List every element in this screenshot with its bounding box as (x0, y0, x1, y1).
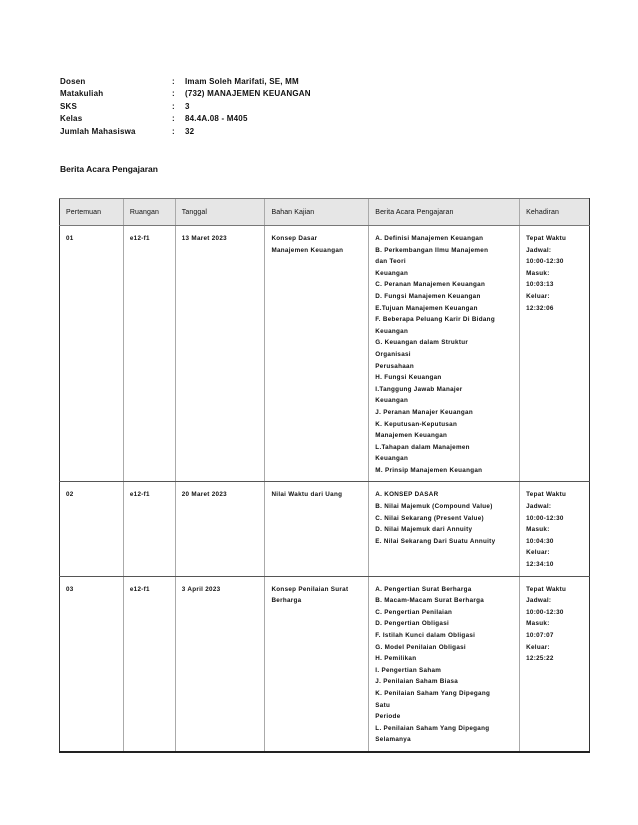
kehadiran-line: Tepat Waktu (526, 235, 567, 242)
kehadiran-line: Tepat Waktu (526, 491, 567, 499)
berita-acara-table (59, 198, 590, 753)
cell-tanggal (175, 482, 265, 576)
bahan-kajian-line: Berharga (271, 597, 302, 605)
ruangan-value: e12-f1 (129, 235, 150, 242)
berita-acara-line: K. Penilaian Saham Yang Dipegang (375, 689, 491, 697)
info-row-jumlah-mahasiswa (60, 125, 311, 138)
kehadiran-line: Jadwal: (526, 597, 552, 605)
pertemuan-value: 01 (66, 235, 74, 242)
berita-acara-line: D. Fungsi Manajemen Keuangan (375, 292, 481, 300)
table-row (60, 482, 590, 576)
cell-ruangan (123, 576, 175, 752)
berita-acara-line: Manajemen Keuangan (375, 432, 448, 440)
pertemuan-value: 02 (66, 491, 74, 499)
kehadiran-line: 10:04:30 (526, 537, 554, 545)
cell-tanggal (175, 226, 265, 482)
berita-acara-line: Keuangan (375, 397, 409, 405)
kehadiran-line: Masuk: (526, 269, 550, 277)
berita-acara-line: H. Fungsi Keuangan (375, 374, 442, 382)
info-value: 32 (185, 126, 195, 136)
berita-acara-line: C. Nilai Sekarang (Present Value) (375, 514, 484, 522)
berita-acara-line: B. Macam-Macam Surat Berharga (375, 597, 485, 605)
berita-acara-line: Periode (375, 713, 401, 721)
info-colon: : (172, 76, 175, 86)
kehadiran-line: Masuk: (526, 526, 550, 534)
info-value: 84.4A.08 - M405 (185, 114, 248, 124)
berita-acara-line: A. Pengertian Surat Berharga (375, 585, 472, 593)
berita-acara-line: A. Definisi Manajemen Keuangan (375, 235, 484, 242)
bahan-kajian-line: Konsep Penilaian Surat (271, 585, 349, 593)
cell-berita-acara (369, 576, 520, 752)
berita-acara-line: D. Nilai Majemuk dari Annuity (375, 526, 473, 534)
header-tanggal: Tanggal (175, 199, 265, 226)
info-row-kelas (60, 113, 311, 126)
berita-acara-line: C. Pengertian Penilaian (375, 608, 453, 616)
info-row-dosen (60, 75, 311, 88)
berita-acara-line: L. Penilaian Saham Yang Dipegang (375, 724, 490, 732)
info-label: Kelas (60, 114, 83, 124)
header-pertemuan: Pertemuan (60, 199, 124, 226)
berita-acara-line: J. Penilaian Saham Biasa (375, 678, 459, 686)
info-label: SKS (60, 101, 78, 111)
berita-acara-line: M. Prinsip Manajemen Keuangan (375, 466, 483, 474)
info-colon: : (172, 101, 175, 111)
berita-acara-line: A. KONSEP DASAR (375, 491, 439, 499)
cell-kehadiran (520, 482, 590, 576)
table-header-row (60, 199, 590, 226)
berita-acara-line: L.Tahapan dalam Manajemen (375, 443, 470, 451)
berita-acara-line: Keuangan (375, 327, 409, 335)
berita-acara-line: I.Tanggung Jawab Manajer (375, 385, 463, 393)
berita-acara-line: E.Tujuan Manajemen Keuangan (375, 304, 478, 312)
berita-acara-line: D. Pengertian Obligasi (375, 620, 450, 628)
cell-pertemuan (60, 482, 124, 576)
info-value: 3 (185, 101, 190, 111)
berita-acara-line: J. Peranan Manajer Keuangan (375, 408, 473, 416)
berita-acara-line: B. Perkembangan Ilmu Manajemen (375, 246, 489, 254)
cell-ruangan (123, 482, 175, 576)
kehadiran-line: 12:34:10 (526, 561, 554, 569)
berita-acara-line: Keuangan (375, 455, 409, 463)
berita-acara-line: Selamanya (375, 736, 411, 744)
cell-bahan-kajian (265, 482, 369, 576)
table-row (60, 226, 590, 482)
table-row (60, 576, 590, 752)
berita-acara-line: H. Pemilikan (375, 655, 417, 663)
tanggal-value: 20 Maret 2023 (181, 491, 227, 499)
tanggal-value: 3 April 2023 (181, 585, 221, 593)
kehadiran-line: Masuk: (526, 620, 550, 628)
cell-tanggal (175, 576, 265, 752)
info-value: (732) MANAJEMEN KEUANGAN (185, 89, 311, 99)
kehadiran-line: Jadwal: (526, 503, 552, 511)
berita-acara-line: G. Model Penilaian Obligasi (375, 643, 466, 651)
cell-pertemuan (60, 576, 124, 752)
kehadiran-line: 10:07:07 (526, 632, 554, 639)
kehadiran-line: Keluar: (526, 643, 550, 651)
info-value: Imam Soleh Marifati, SE, MM (185, 76, 299, 86)
info-label: Matakuliah (60, 89, 104, 99)
berita-acara-line: G. Keuangan dalam Struktur (375, 339, 469, 347)
info-colon: : (172, 114, 175, 124)
cell-kehadiran (520, 576, 590, 752)
berita-acara-line: Organisasi (375, 350, 411, 358)
info-label: Dosen (60, 76, 86, 86)
kehadiran-line: 10:00-12:30 (526, 258, 564, 266)
info-row-sks (60, 100, 311, 113)
kehadiran-line: Keluar: (526, 549, 550, 557)
info-row-matakuliah (60, 88, 311, 101)
info-label: Jumlah Mahasiswa (60, 126, 136, 136)
ruangan-value: e12-f1 (129, 585, 150, 593)
kehadiran-line: 12:32:06 (526, 304, 554, 312)
pertemuan-value: 03 (66, 585, 74, 593)
header-kehadiran: Kehadiran (520, 199, 590, 226)
cell-kehadiran (520, 226, 590, 482)
berita-acara-line: Perusahaan (375, 362, 414, 370)
course-info (60, 75, 311, 138)
table-body (60, 226, 590, 752)
berita-acara-line: F. Beberapa Peluang Karir Di Bidang (375, 316, 495, 324)
berita-acara-line: C. Peranan Manajemen Keuangan (375, 281, 486, 289)
info-colon: : (172, 126, 175, 136)
cell-ruangan (123, 226, 175, 482)
section-title: Berita Acara Pengajaran (60, 164, 158, 174)
kehadiran-line: Jadwal: (526, 246, 552, 254)
cell-bahan-kajian (265, 226, 369, 482)
info-colon: : (172, 89, 175, 99)
kehadiran-line: 10:00-12:30 (526, 608, 564, 616)
kehadiran-line: 12:25:22 (526, 655, 554, 663)
kehadiran-line: Tepat Waktu (526, 585, 567, 593)
cell-berita-acara (369, 226, 520, 482)
tanggal-value: 13 Maret 2023 (181, 235, 227, 242)
header-bahan-kajian: Bahan Kajian (265, 199, 369, 226)
cell-pertemuan (60, 226, 124, 482)
kehadiran-line: Keluar: (526, 292, 550, 300)
bahan-kajian-line: Manajemen Keuangan (271, 246, 344, 254)
berita-acara-line: dan Teori (375, 258, 406, 266)
kehadiran-line: 10:03:13 (526, 281, 554, 289)
cell-bahan-kajian (265, 576, 369, 752)
header-berita-acara: Berita Acara Pengajaran (369, 199, 520, 226)
cell-berita-acara (369, 482, 520, 576)
berita-acara-line: F. Istilah Kunci dalam Obligasi (375, 632, 476, 639)
berita-acara-line: K. Keputusan-Keputusan (375, 420, 458, 428)
berita-acara-line: Keuangan (375, 269, 409, 277)
bahan-kajian-line: Konsep Dasar (271, 235, 318, 242)
header-ruangan: Ruangan (123, 199, 175, 226)
bahan-kajian-line: Nilai Waktu dari Uang (271, 491, 343, 499)
berita-acara-line: Satu (375, 701, 391, 709)
berita-acara-line: E. Nilai Sekarang Dari Suatu Annuity (375, 537, 496, 545)
kehadiran-line: 10:00-12:30 (526, 514, 564, 522)
berita-acara-line: I. Pengertian Saham (375, 666, 442, 674)
berita-acara-line: B. Nilai Majemuk (Compound Value) (375, 503, 493, 511)
ruangan-value: e12-f1 (129, 491, 150, 499)
